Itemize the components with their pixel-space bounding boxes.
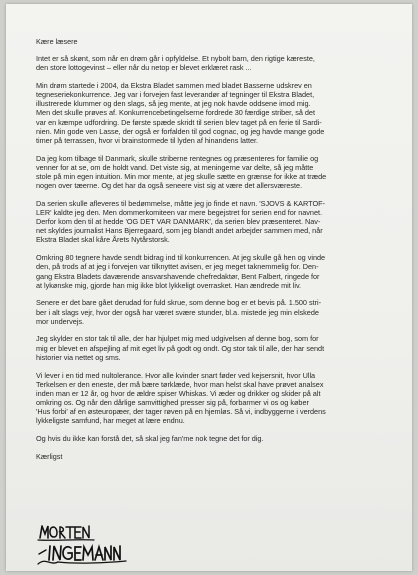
paragraph-line: nogen over tæerne. Og det har da også seneere vist sig at være det allersværeste.: [36, 181, 303, 191]
paragraph-line: Da jeg kom tilbage til Danmark, skulle striberne rentegnes og præsenteres for familie og: [36, 153, 319, 163]
letter-closing: Kærligst: [36, 452, 63, 462]
paragraph-line: illustrerede klummer og den slags, så jeg mente, at jeg nok havde oddsene imod mig.: [36, 99, 311, 109]
letter-paragraph: [36, 434, 398, 443]
paragraph-line: mig er blevet en afspejling af mit eget liv på godt og ondt. Og stor tak til alle, der har sendt: [36, 343, 325, 353]
paragraph-line: Jeg skylder en stor tak til alle, der har hjulpet mig med udgivelsen af denne bog, som for: [36, 334, 319, 344]
paragraph-line: at lykønske mig, gjorde han mig ikke blot lykkeligt overrasket. Han ændrede mit liv.: [36, 280, 302, 290]
paragraph-line: timer på terrassen, hvor vi brainstormede til lyden af hinandens latter.: [36, 135, 259, 145]
paragraph-line: stole på min egen intuition. Min mor mente, at jeg skulle sætte en grænse for ikke at træde: [36, 171, 327, 181]
letter-greeting: Kære læsere: [36, 37, 78, 46]
letter-body: [36, 54, 398, 443]
paragraph-line: net skyldes journalist Hans Bjerregaard, som jeg blandt andet arbejder sammen med, når: [36, 226, 323, 236]
letter-paragraph: [36, 334, 398, 361]
letter-paragraph: [36, 298, 398, 325]
letter-page: [6, 4, 412, 571]
paragraph-line: Ekstra Bladet skal kåre Årets Nytårstorsk.: [36, 235, 170, 245]
paragraph-line: LER' kaldte jeg den. Men dommerkomiteen var mere begejstret for serien end for navnet.: [36, 207, 323, 217]
letter-paragraph: [36, 81, 398, 145]
paragraph-line: tegneseriekonkurrence. Jeg var i forvejen fast leverandør af tegninger til Ekstra Bladet,: [36, 90, 315, 100]
paragraph-line: Derfor kom den til at hedde 'OG DET VAR DANMARK', da serien blev præsenteret. Nav-: [36, 217, 321, 227]
paragraph-line: inden man er 12 år, og hvor de ældre spiser Whiskas. Vi æder og drikker og skider på alt: [36, 388, 321, 398]
paragraph-line: Terkelsen er den eneste, der må bære tørklæde, hvor man helst skal have prøvet analsex: [36, 379, 324, 389]
paragraph-line: Omkring 80 tegnere havde sendt bidrag ind til konkurrencen. At jeg skulle gå hen og vinde: [36, 253, 326, 263]
letter-paragraph: [36, 371, 398, 426]
paragraph-line: lykkeligste samfund, har meget at lære endnu.: [36, 416, 185, 426]
paragraph-line: omkring os. Og når den dårlige samvittighed presser sig på, forbarmer vi os og køber: [36, 398, 309, 407]
paragraph-line: nien. Min gode ven Lasse, der også er forfalden til god cognac, og jeg havde mange gode: [36, 126, 325, 136]
paragraph-line: Men det skulle prøves af. Konkurrencebetingelserne fordrede 30 færdige striber, så det: [36, 108, 315, 118]
paragraph-line: Da serien skulle afleveres til bedømmelse, måtte jeg jo finde et navn. 'SJOVS & KARTOF-: [36, 198, 325, 208]
paragraph-line: gang Ekstra Bladets daværende ansvarshavende chefredaktør, Bent Falbert, ringede for: [36, 271, 320, 281]
letter-paragraph: [36, 154, 398, 191]
handwritten-signature: [36, 524, 146, 570]
paragraph-line: Min drøm startede i 2004, da Ekstra Bladet sammen med bladet Basserne udskrev en: [36, 80, 312, 90]
letter-paragraph: [36, 54, 398, 72]
paragraph-line: ber i alt slags vejr, hvor der også har været svære stunder, bl.a. mistede jeg min elskede: [36, 307, 319, 317]
letter-paragraph: [36, 253, 398, 290]
paragraph-line: Senere er det bare gået derudad for fuld skrue, som denne bog er et bevis på. 1.500 stri-: [36, 298, 322, 308]
letter-paragraph: [36, 199, 398, 245]
paragraph-line: 'Hus forbi' af en østeuropæer, der tager røven på en hjemløs. Så vi, indbyggerne i verdens: [36, 407, 326, 417]
paragraph-line: venner for at se, om de holdt vand. Det viste sig, at meningerne var delte, så jeg måtte: [36, 162, 314, 172]
paragraph-line: Og hvis du ikke kan forstå det, så skal jeg fan'me nok tegne det for dig.: [36, 434, 264, 444]
paragraph-line: mor undervejs.: [36, 316, 84, 326]
paragraph-line: var en kæmpe udfordring. De første spæde skridt til serien blev taget på en ferie til Sardi-: [36, 117, 322, 127]
paragraph-line: historier via nettet og sms.: [36, 352, 121, 362]
paragraph-line: den, på trods af at jeg i forvejen var tilknyttet avisen, er jeg meget taknemmelig for. Den-: [36, 262, 319, 272]
paragraph-line: Intet er så skønt, som når en drøm går i opfyldelse. Et nybolt barn, den rigtige kæreste,: [36, 54, 315, 63]
paragraph-line: Vi lever i en tid med nultolerance. Hvor alle kvinder snart føder ved kejsersnit, hvor Ulla: [36, 370, 316, 380]
paragraph-line: den store lottogevinst – eller når du netop er blevet erklæret rask ...: [36, 63, 252, 73]
